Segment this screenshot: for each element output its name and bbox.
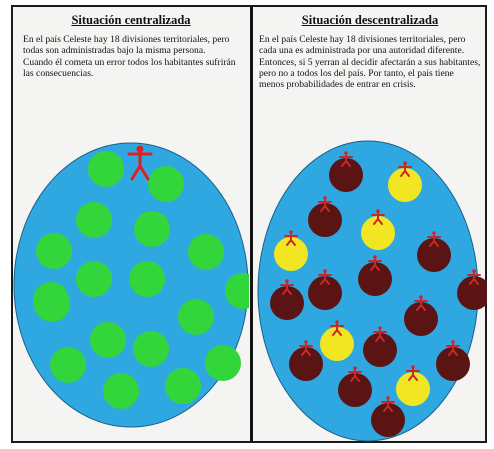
- territory: [165, 368, 201, 404]
- centralized-panel: [13, 7, 249, 441]
- territory: [88, 151, 124, 187]
- territory: [133, 331, 169, 367]
- territory: [148, 166, 184, 202]
- territory: [90, 322, 126, 358]
- territory: [134, 211, 170, 247]
- figure-frame: [11, 5, 487, 443]
- decentralized-title: Situación descentralizada: [301, 13, 439, 27]
- decentralized-panel: [253, 7, 487, 441]
- territory: [205, 345, 241, 381]
- territory: [188, 234, 224, 270]
- decentralized-description: En el país Celeste hay 18 divisiones territoriales, pero cada una es administrada por una autoridad diferente. Entonces, si 5 yerran al decidir afectarán a sus habitantes, pero no a todos los del país. Por tanto, el país tiene menos probabilidades de entrar en crisis.: [259, 34, 481, 91]
- centralized-diagram: [13, 7, 249, 443]
- centralized-description: En el país Celeste hay 18 divisiones territoriales, pero todas son administradas bajo la misma persona. Cuando él cometa un error todos los habitantes sufrirán las consecuencias.: [23, 34, 236, 79]
- territory: [36, 233, 72, 269]
- territory: [178, 299, 214, 335]
- centralized-title: Situación centralizada: [71, 13, 191, 27]
- territory: [50, 347, 86, 383]
- territory: [103, 373, 139, 409]
- territory: [76, 202, 112, 238]
- territory: [76, 261, 112, 297]
- territory: [34, 286, 70, 322]
- territory: [129, 261, 165, 297]
- decentralized-diagram: [253, 7, 487, 443]
